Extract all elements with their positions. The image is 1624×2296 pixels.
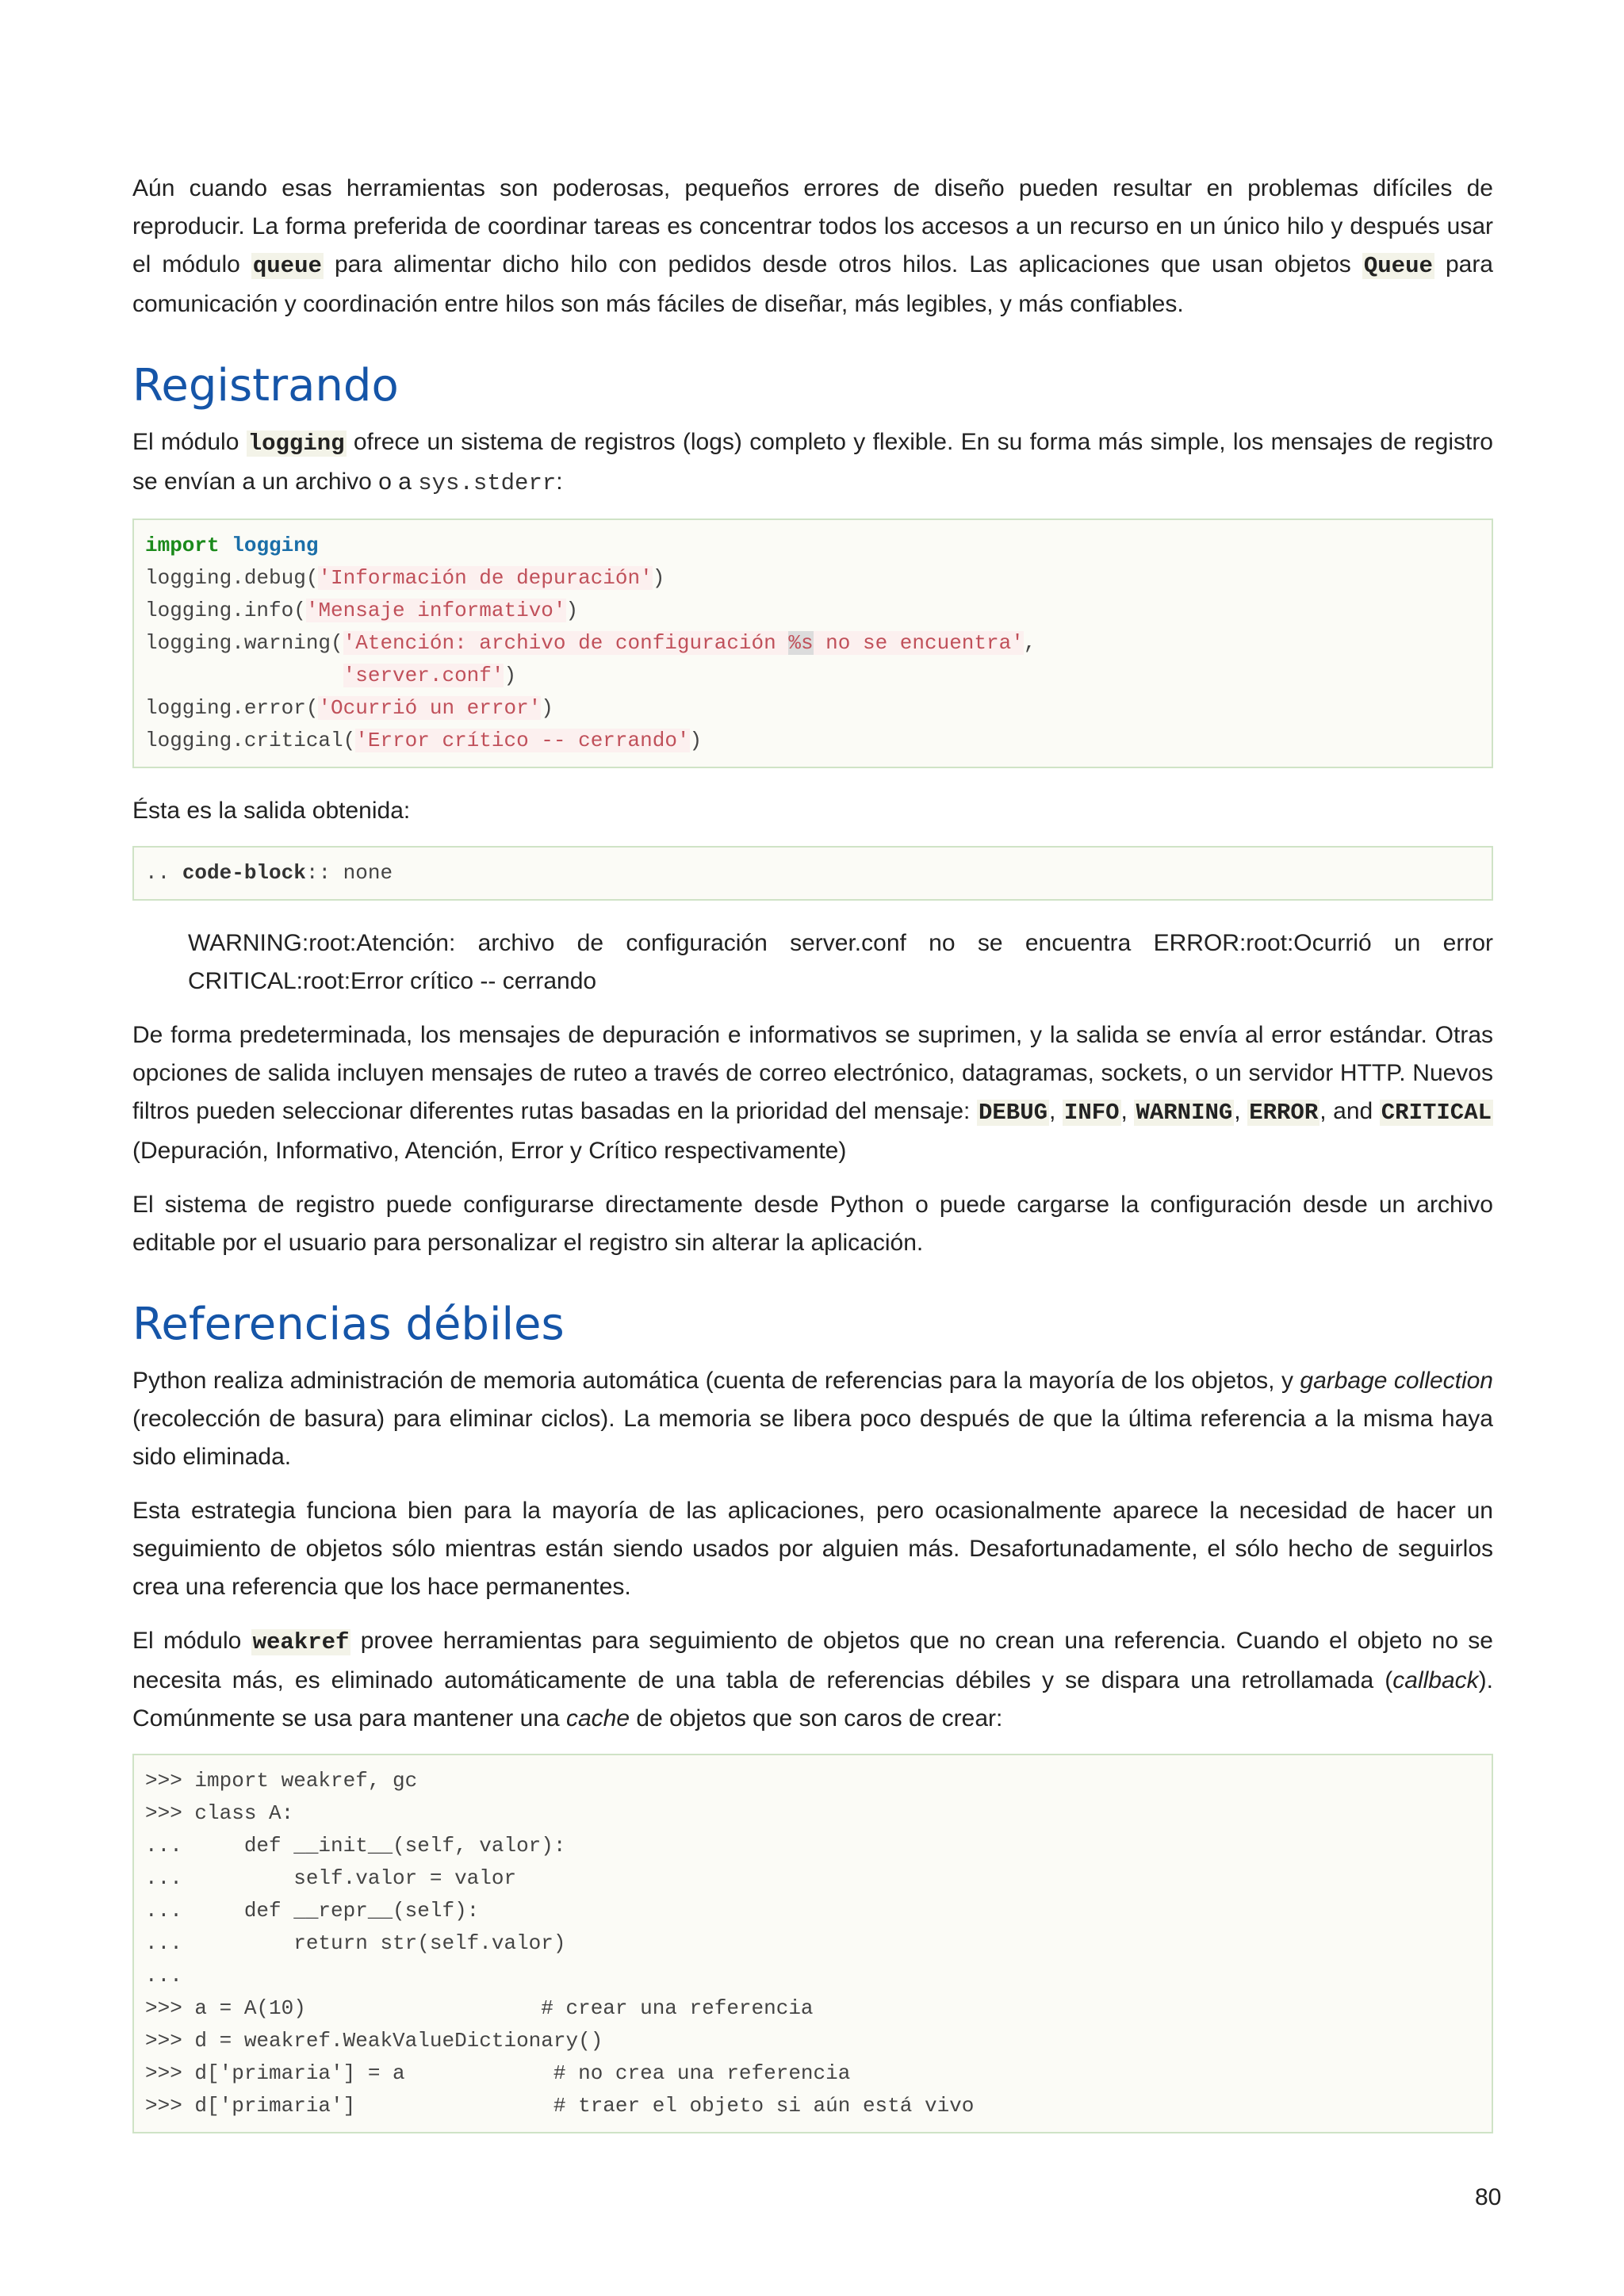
inline-code-critical: CRITICAL [1381, 1100, 1492, 1126]
code-line [145, 627, 1480, 660]
code-string: 'server.conf' [343, 664, 504, 687]
code-text: ) [565, 599, 579, 622]
text: Aún cuando esas herramientas son poderosas, pequeños errores de diseño pueden resultar en problemas difíciles de reproducir. La forma preferida de coordinar tareas es concentrar todos los accesos a un recurso en un único hilo y después usar el módulo [132, 175, 1493, 277]
code-string: 'Información de depuración' [318, 566, 653, 590]
inline-code-sys-stderr: sys.stderr [418, 470, 557, 496]
code-block-weakref [132, 1754, 1493, 2133]
section-heading-registrando: Registrando [132, 360, 399, 411]
text: provee herramientas para seguimiento de objetos que no crean una referencia. Cuando el objeto no se necesita más, es eliminado automáticamente de una tabla de referencias débiles y se dispara una retrollamada ( [132, 1628, 1493, 1693]
code-text: :: [305, 861, 343, 885]
code-string: 'Atención: archivo de configuración [343, 631, 789, 655]
code-text: ) [652, 566, 665, 590]
code-directive-name: code-block [182, 861, 306, 885]
page-number: 80 [1475, 2184, 1502, 2210]
code-line: ... [145, 1964, 182, 1988]
code-line: >>> d = weakref.WeakValueDictionary() [145, 2029, 603, 2053]
inline-code-info: INFO [1063, 1100, 1120, 1126]
code-text: logging.error( [145, 696, 319, 720]
code-line: >>> import weakref, gc [145, 1769, 418, 1793]
code-line [145, 692, 1480, 725]
text: El módulo [132, 1628, 251, 1654]
text: (recolección de basura) para eliminar ciclos). La memoria se libera poco después de que la última referencia a la misma haya sido eliminada. [132, 1406, 1493, 1470]
code-line: ... return str(self.valor) [145, 1931, 566, 1955]
text: ). Comúnmente se usa para mantener una [132, 1667, 1493, 1732]
code-line: >>> a = A(10) # crear una referencia [145, 1996, 814, 2020]
code-text: .. [145, 861, 182, 885]
text: para alimentar dicho hilo con pedidos desde otros hilos. Las aplicaciones que usan objetos [323, 251, 1362, 277]
text: de objetos que son caros de crear: [630, 1705, 1003, 1732]
code-text: logging.debug( [145, 566, 319, 590]
code-line: >>> class A: [145, 1801, 294, 1825]
code-text: ) [689, 729, 703, 752]
code-string: 'Error crítico -- cerrando' [355, 729, 690, 752]
code-line [145, 562, 1480, 595]
logging-config-paragraph: El sistema de registro puede configurarse directamente desde Python o puede cargarse la configuración desde un archivo editable por el usuario para personalizar el registro sin alterar la aplicación. [132, 1192, 1493, 1256]
code-module-name: logging [232, 534, 319, 557]
inline-code-debug: DEBUG [978, 1100, 1048, 1126]
code-text: logging.critical( [145, 729, 356, 752]
code-line: >>> d['primaria'] # traer el objeto si aún está vivo [145, 2094, 975, 2118]
code-line: ... def __init__(self, valor): [145, 1834, 566, 1858]
output-label-paragraph: Ésta es la salida obtenida: [132, 798, 411, 824]
logging-intro-paragraph [132, 423, 1493, 503]
emphasis: garbage collection [1300, 1368, 1493, 1394]
text: ofrece un sistema de registros (logs) completo y flexible. En su forma más simple, los mensajes de registro se envían a un archivo o a [132, 429, 1493, 495]
inline-code-weakref: weakref [252, 1629, 350, 1655]
code-string: 'Ocurrió un error' [318, 696, 542, 720]
text: El módulo [132, 429, 247, 455]
code-line [145, 530, 1480, 562]
text: De forma predeterminada, los mensajes de depuración e informativos se suprimen, y la salida se envía al error estándar. Otras opciones de salida incluyen mensajes de ruteo a través de correo electrónico, datagramas, sockets, o un servidor HTTP. Nuevos filtros pueden seleccionar diferentes rutas basadas en la prioridad del mensaje: [132, 1022, 1493, 1124]
text: Python realiza administración de memoria automática (cuenta de referencias para la mayoría de los objetos, y [132, 1368, 1300, 1394]
emphasis: cache [566, 1705, 630, 1732]
logging-output-quote: WARNING:root:Atención: archivo de configuración server.conf no se encuentra ERROR:root:Ocurrió un error CRITICAL:root:Error crítico -- cerrando [188, 930, 1493, 994]
inline-code-Queue: Queue [1363, 253, 1433, 279]
inline-code-logging: logging [247, 430, 345, 457]
code-keyword: import [145, 534, 220, 557]
strategy-paragraph: Esta estrategia funciona bien para la mayoría de las aplicaciones, pero ocasionalmente aparece la necesidad de hacer un seguimiento de objetos sólo mientras están siendo usados por alguien más. Desafortunadamente, el sólo hecho de seguirlos crea una referencia que los hace permanentes. [132, 1498, 1493, 1600]
inline-code-queue: queue [252, 253, 322, 279]
text: , and [1320, 1098, 1380, 1124]
code-string: no se encuentra' [813, 631, 1024, 655]
text: : [556, 469, 563, 495]
code-text: ) [504, 664, 517, 687]
code-block-directive [132, 846, 1493, 901]
code-text: none [343, 861, 393, 885]
code-line: ... def __repr__(self): [145, 1899, 480, 1923]
logging-levels-paragraph [132, 1016, 1493, 1170]
code-block-logging [132, 519, 1493, 768]
code-text: logging.info( [145, 599, 306, 622]
inline-code-error: ERROR [1249, 1100, 1319, 1126]
text: para comunicación y coordinación entre hilos son más fáciles de diseñar, más legibles, y más confiables. [132, 251, 1493, 317]
code-line [145, 595, 1480, 627]
code-line [145, 725, 1480, 757]
code-text: ) [541, 696, 553, 720]
code-line [145, 857, 1480, 890]
page-content [132, 170, 1493, 2157]
code-text: logging.warning( [145, 631, 343, 655]
code-line: ... self.valor = valor [145, 1866, 517, 1890]
code-line [145, 660, 1480, 692]
memory-paragraph [132, 1362, 1493, 1476]
code-string: 'Mensaje informativo' [305, 599, 566, 622]
intro-paragraph [132, 170, 1493, 323]
text: (Depuración, Informativo, Atención, Error y Crítico respectivamente) [132, 1138, 847, 1164]
text: , [1049, 1098, 1063, 1124]
code-indent [145, 664, 343, 687]
text: , [1234, 1098, 1248, 1124]
code-text: , [1023, 631, 1036, 655]
code-line: >>> d['primaria'] = a # no crea una referencia [145, 2061, 851, 2085]
weakref-paragraph [132, 1622, 1493, 1738]
section-heading-referencias-debiles: Referencias débiles [132, 1299, 565, 1350]
text: , [1120, 1098, 1135, 1124]
emphasis: callback [1392, 1667, 1479, 1693]
inline-code-warning: WARNING [1136, 1100, 1233, 1126]
code-format-specifier: %s [788, 631, 814, 655]
